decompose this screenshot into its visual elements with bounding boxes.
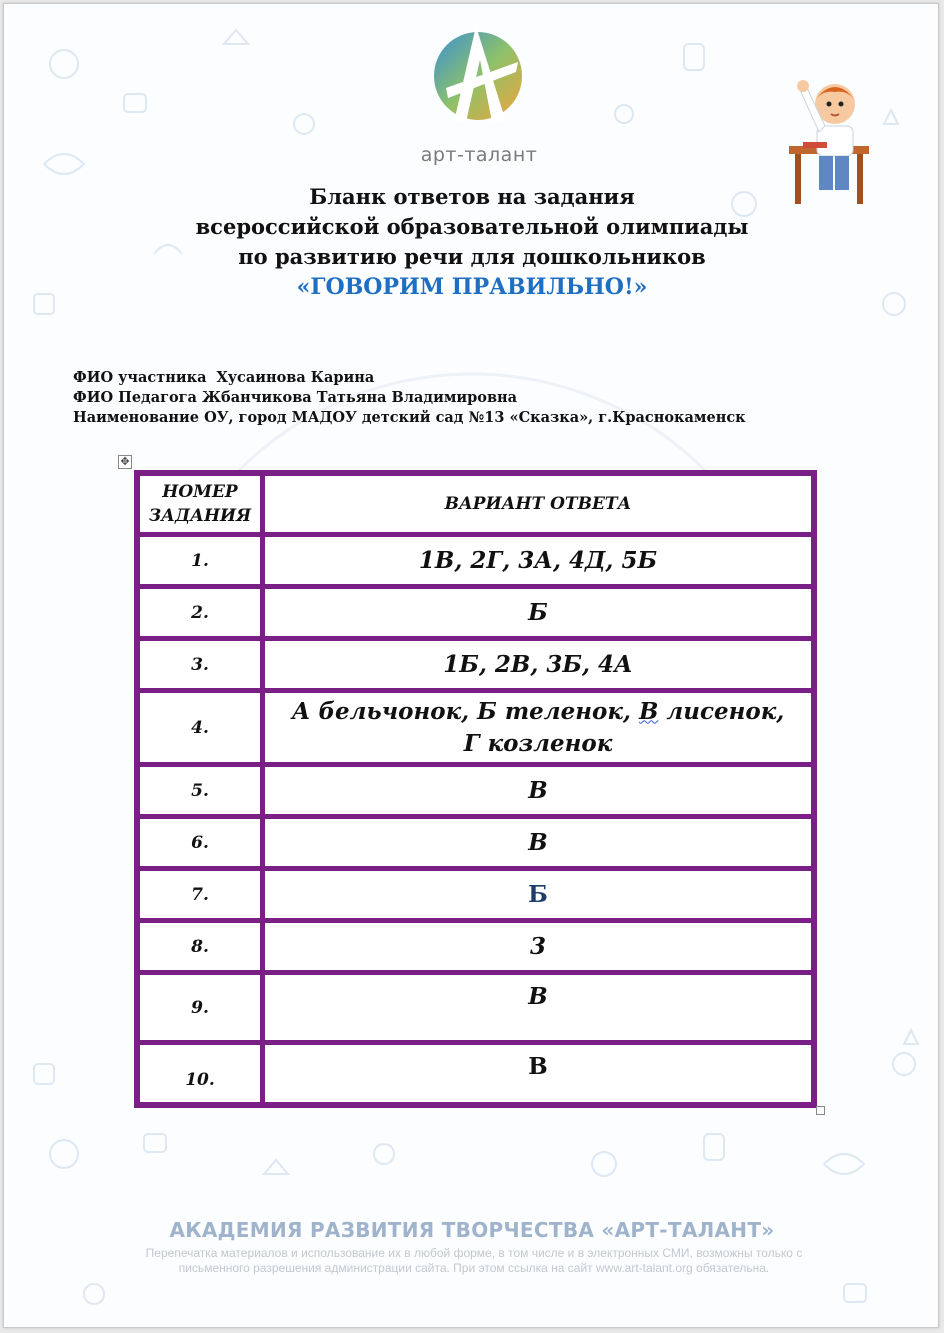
footer-title: АКАДЕМИЯ РАЗВИТИЯ ТВОРЧЕСТВА «АРТ-ТАЛАНТ»	[169, 1218, 775, 1242]
olympiad-title: «ГОВОРИМ ПРАВИЛЬНО!»	[296, 274, 648, 300]
participant-info	[73, 368, 893, 388]
header-line-3: по развитию речи для дошкольников	[238, 244, 706, 269]
row-6-number: 6.	[139, 818, 261, 867]
header-line-2: всероссийской образовательной олимпиады	[195, 214, 749, 239]
row-3-answer: 1Б, 2В, 3Б, 4А	[264, 640, 812, 689]
row-1-number: 1.	[139, 536, 261, 585]
row-2-answer: Б	[264, 588, 812, 637]
row-4-answer	[264, 692, 812, 763]
row-10-number: 10.	[139, 1044, 261, 1103]
row-10-answer: В	[264, 1044, 812, 1103]
participant-value: Хусаинова Карина	[216, 369, 375, 386]
row-8-number: 8.	[139, 922, 261, 971]
row-4-number: 4.	[139, 692, 261, 763]
school-label: Наименование ОУ, город	[73, 409, 287, 426]
row-5-answer: В	[264, 766, 812, 815]
school-info	[73, 408, 893, 428]
footer-note	[94, 1246, 854, 1276]
row-2-number: 2.	[139, 588, 261, 637]
art-talant-logo-icon	[426, 22, 530, 126]
row-7-number: 7.	[139, 870, 261, 919]
header-line-1: Бланк ответов на задания	[309, 184, 635, 209]
footer-note-line2: письменного разрешения администрации сайта. При этом ссылка на сайт www.art-talant.org обязательна.	[178, 1261, 770, 1275]
teacher-info	[73, 388, 893, 408]
table-resize-handle[interactable]	[816, 1106, 825, 1115]
document-page	[3, 3, 939, 1328]
school-value: МАДОУ детский сад №13 «Сказка», г.Краснокаменск	[291, 409, 746, 426]
row-4-answer-part-a: А бельчонок, Б теленок,	[291, 697, 639, 725]
header-number-line2: ЗАДАНИЯ	[148, 506, 252, 526]
row-9-number: 9.	[139, 974, 261, 1041]
header-number-line1: НОМЕР	[162, 482, 238, 502]
teacher-value: Жбанчикова Татьяна Владимировна	[202, 389, 518, 406]
teacher-label: ФИО Педагога	[73, 389, 197, 406]
header-answer-cell: ВАРИАНТ ОТВЕТА	[264, 475, 812, 533]
row-4-answer-line1	[292, 696, 785, 728]
row-4-answer-line2: Г козленок	[463, 729, 613, 757]
footer-note-line1: Перепечатка материалов и использование их в любой форме, в том числе и в электронных СМИ, возможны только с	[145, 1246, 803, 1260]
row-7-answer: Б	[264, 870, 812, 919]
row-8-answer: 3	[264, 922, 812, 971]
participant-label: ФИО участника	[73, 369, 207, 386]
row-4-answer-part-b: В	[638, 697, 659, 725]
row-3-number: 3.	[139, 640, 261, 689]
table-move-handle-icon[interactable]: ✥	[118, 455, 132, 469]
header-number-cell	[139, 475, 261, 533]
row-6-answer: В	[264, 818, 812, 867]
row-9-answer: В	[264, 974, 812, 1041]
row-4-answer-part-c: лисенок,	[658, 697, 785, 725]
row-1-answer: 1В, 2Г, 3А, 4Д, 5Б	[264, 536, 812, 585]
logo-text: арт-талант	[420, 144, 538, 166]
answers-table	[134, 470, 817, 1108]
row-5-number: 5.	[139, 766, 261, 815]
